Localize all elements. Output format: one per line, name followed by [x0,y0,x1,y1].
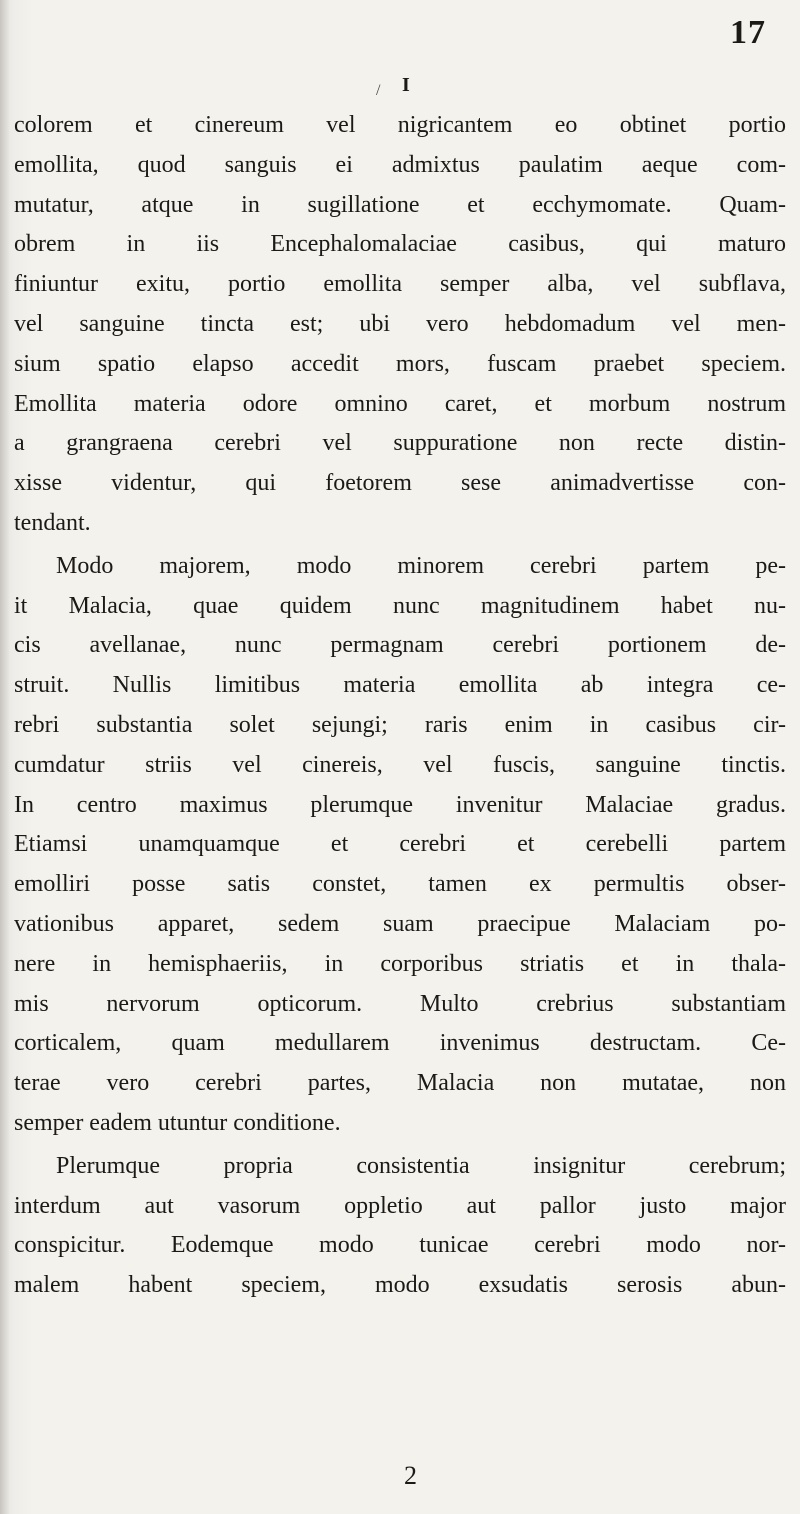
text-line: terae vero cerebri partes, Malacia non mutatae, non [14,1070,786,1097]
signature-mark: 2 [404,1461,417,1490]
text-line: tendant. [14,509,91,536]
body-text [14,106,786,1306]
text-line: vel sanguine tincta est; ubi vero hebdomadum vel men- [14,310,786,337]
text-line: sium spatio elapso accedit mors, fuscam praebet speciem. [14,350,786,377]
gutter-shadow [0,0,10,1514]
text-line: cumdatur striis vel cinereis, vel fuscis, sanguine tinctis. [14,751,786,778]
text-line: xisse videntur, qui foetorem sese animadvertisse con- [14,470,786,497]
text-line: vationibus apparet, sedem suam praecipue Malaciam po- [14,910,786,937]
text-line: nere in hemisphaeriis, in corporibus striatis et in thala- [14,950,786,977]
text-line: finiuntur exitu, portio emollita semper alba, vel subflava, [14,271,786,298]
text-line: semper eadem utuntur conditione. [14,1109,341,1136]
text-line: conspicitur. Eodemque modo tunicae cerebri modo nor- [14,1232,786,1259]
text-line: cis avellanae, nunc permagnam cerebri portionem de- [14,632,786,659]
page-number: 17 [730,14,766,51]
header-slash-mark: / [376,82,381,99]
paragraph-3 [14,1147,786,1306]
text-line: it Malacia, quae quidem nunc magnitudinem habet nu- [14,592,786,619]
paragraph-1 [14,106,786,544]
text-line: emollita, quod sanguis ei admixtus paulatim aeque com- [14,151,786,178]
text-line: In centro maximus plerumque invenitur Malaciae gradus. [14,791,786,818]
text-line: emolliri posse satis constet, tamen ex permultis obser- [14,871,786,898]
text-line: mutatur, atque in sugillatione et ecchymomate. Quam- [14,191,786,218]
text-line: struit. Nullis limitibus materia emollita ab integra ce- [14,672,786,699]
text-line: Modo majorem, modo minorem cerebri partem pe- [56,552,786,579]
paragraph-2 [14,547,786,1144]
text-line: Plerumque propria consistentia insignitur cerebrum; [56,1152,786,1179]
header-mark: I [402,74,410,96]
text-line: rebri substantia solet sejungi; raris enim in casibus cir- [14,711,786,738]
text-line: corticalem, quam medullarem invenimus destructam. Ce- [14,1030,786,1057]
text-line: colorem et cinereum vel nigricantem eo obtinet portio [14,112,786,138]
text-line: malem habent speciem, modo exsudatis serosis abun- [14,1272,786,1299]
text-line: mis nervorum opticorum. Multo crebrius substantiam [14,990,786,1017]
text-line: Emollita materia odore omnino caret, et morbum nostrum [14,390,786,417]
text-line: obrem in iis Encephalomalaciae casibus, qui maturo [14,231,786,258]
text-line: interdum aut vasorum oppletio aut pallor justo major [14,1192,786,1219]
text-line: a grangraena cerebri vel suppuratione non recte distin- [14,430,786,457]
text-line: Etiamsi unamquamque et cerebri et cerebelli partem [14,831,786,858]
